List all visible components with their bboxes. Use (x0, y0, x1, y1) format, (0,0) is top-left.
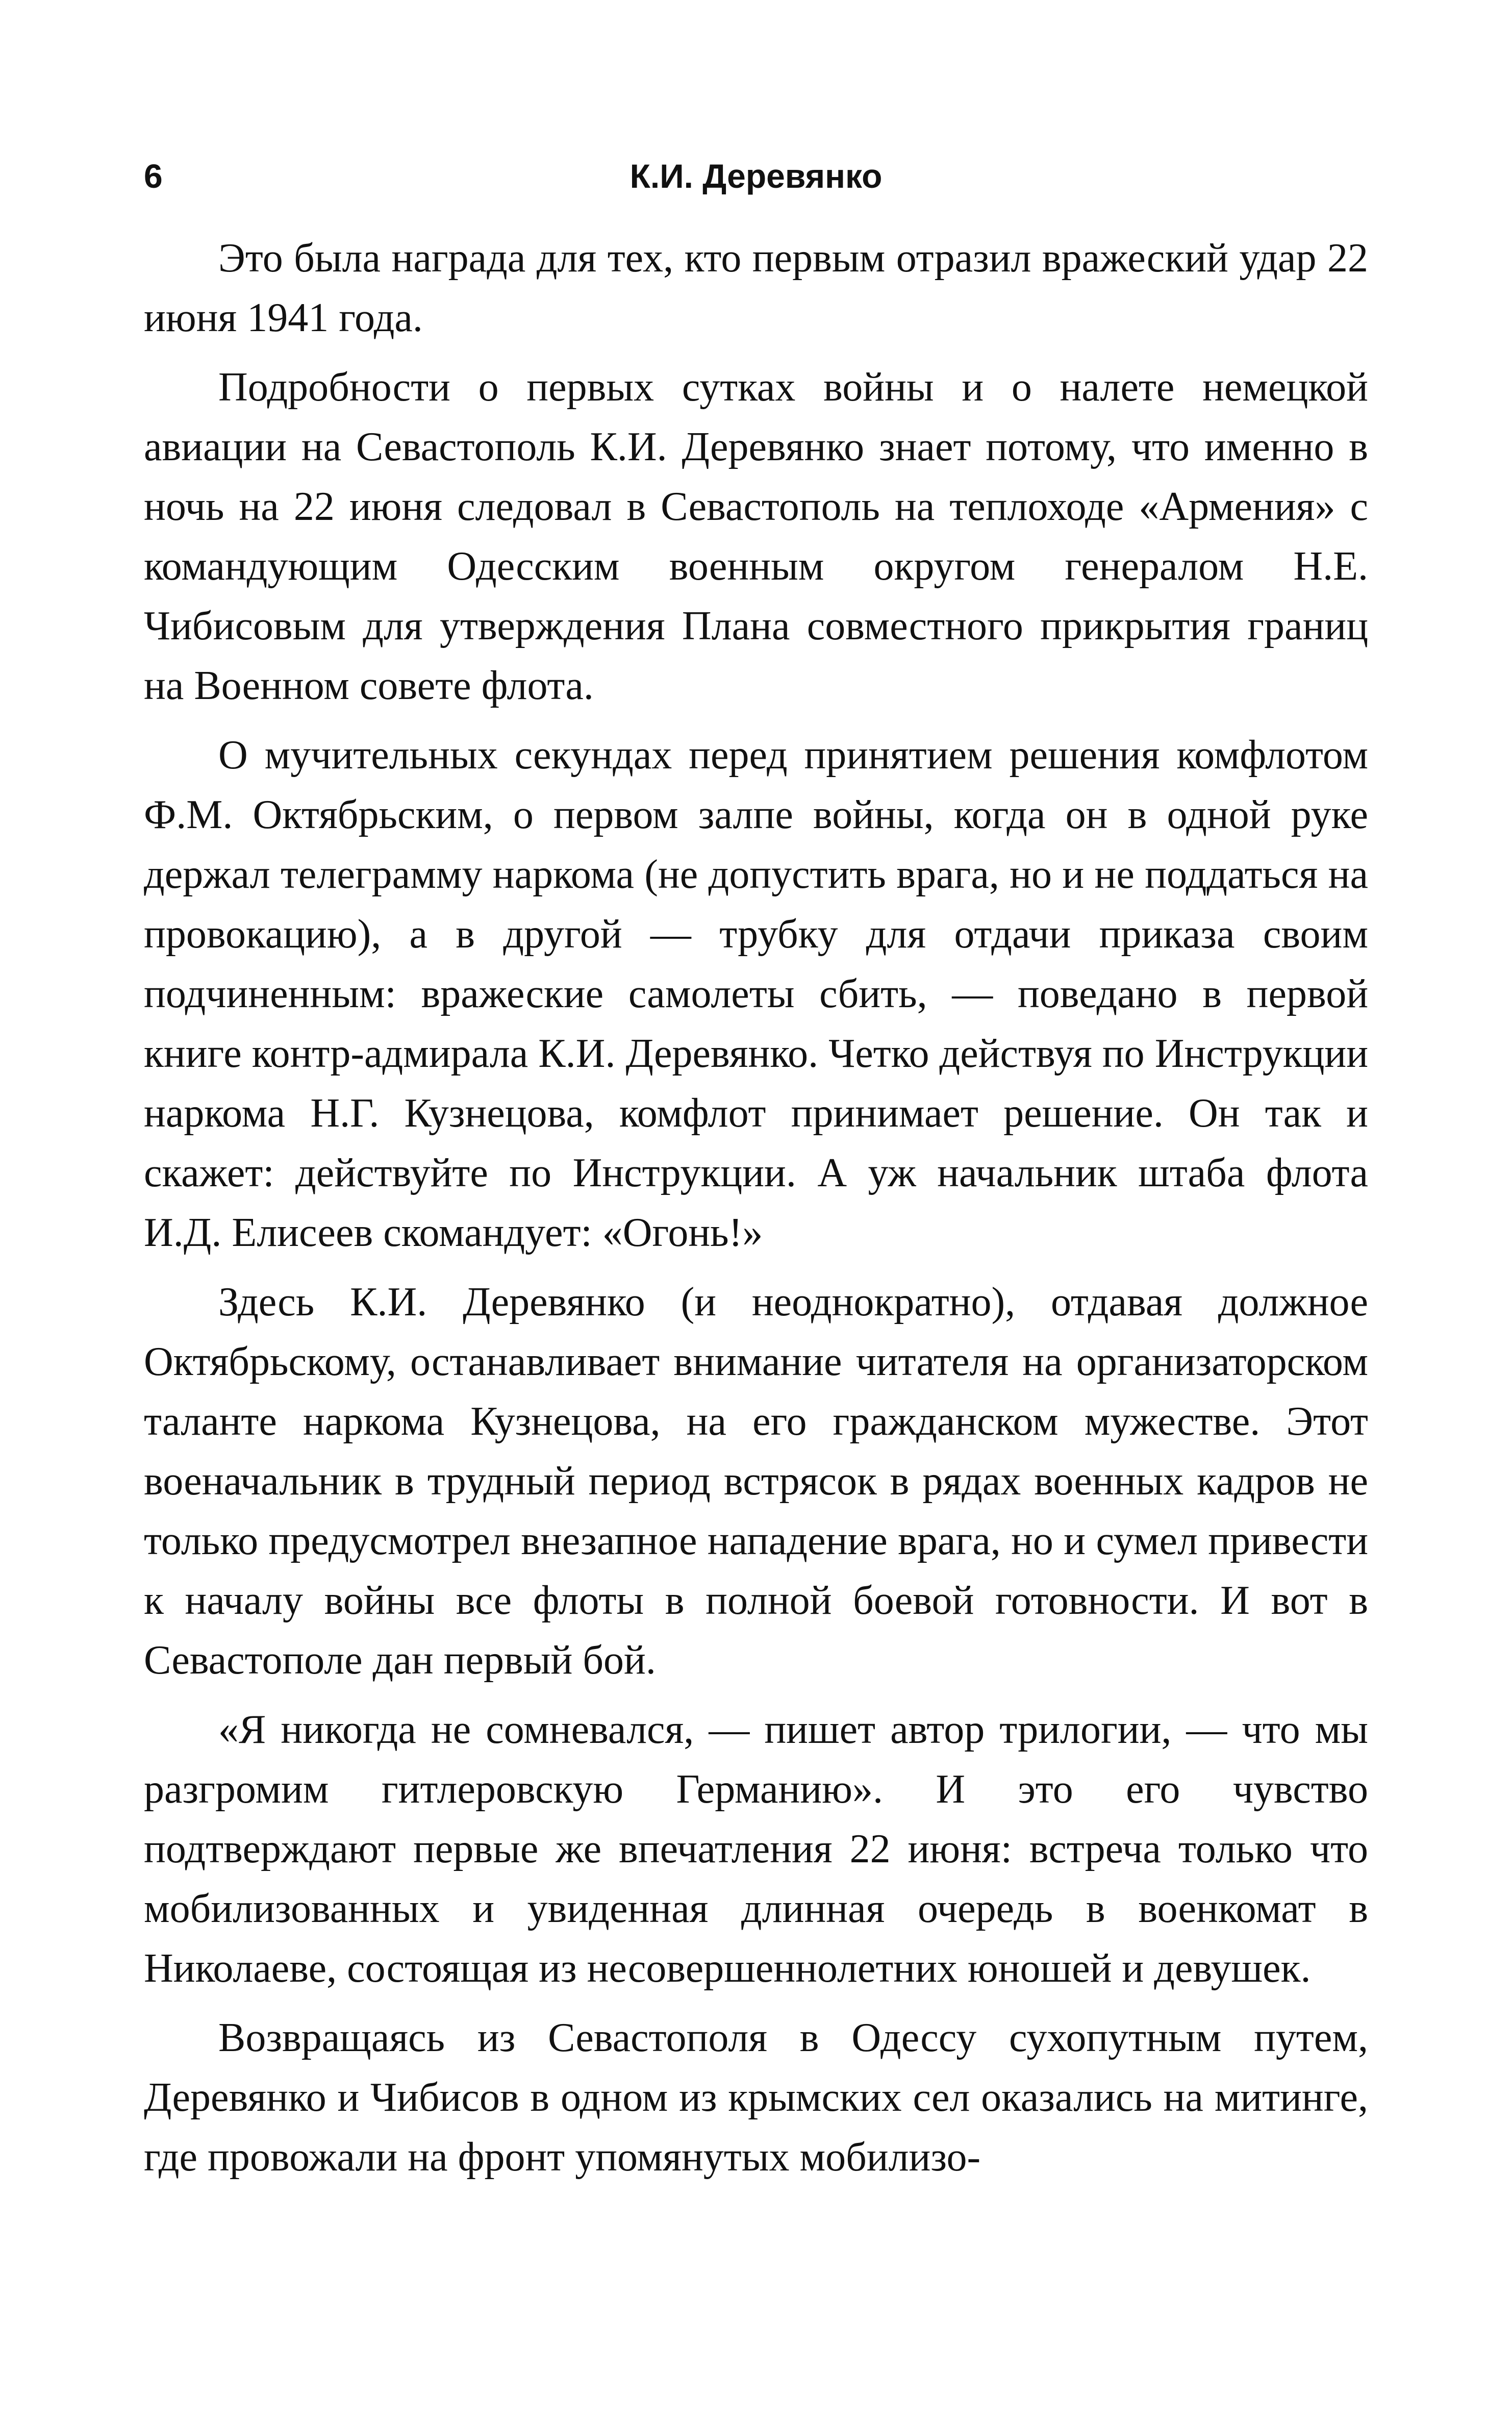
paragraph: Подробности о первых сутках войны и о налете немецкой авиации на Севастополь К.И. Деревянко знает потому, что именно в ночь на 22 июня следовал в Севастополь на теплоходе «Армения» с командующим Одесским военным округом генералом Н.Е. Чибисовым для утверждения Плана совместного прикрытия границ на Военном совете флота. (144, 365, 1368, 708)
paragraph: О мучительных секундах перед принятием решения комфлотом Ф.М. Октябрьским, о первом залпе войны, когда он в одной руке держал телеграмму наркома (не допустить врага, но и не поддаться на провокацию), а в другой — трубку для отдачи приказа своим подчиненным: вражеские самолеты сбить, — поведано в первой книге контр-адмирала К.И. Деревянко. Четко действуя по Инструкции наркома Н.Г. Кузнецова, комфлот принимает решение. Он так и скажет: действуйте по Инструкции. А уж начальник штаба флота И.Д. Елисеев скомандует: «Огонь!» (144, 733, 1368, 1255)
paragraph: Здесь К.И. Деревянко (и неоднократно), отдавая должное Октябрьскому, останавливает внимание читателя на организаторском таланте наркома Кузнецова, на его гражданском мужестве. Этот военачальник в трудный период встрясок в рядах военных кадров не только предусмотрел внезапное нападение врага, но и сумел привести к началу войны все флоты в полной боевой готовности. И вот в Севастополе дан первый бой. (144, 1280, 1368, 1683)
paragraph: Это была награда для тех, кто первым отразил вражеский удар 22 июня 1941 года. (144, 236, 1368, 340)
page-header (144, 153, 1368, 199)
page-number: 6 (144, 157, 163, 195)
body-text (144, 229, 1368, 2197)
paragraph: Возвращаясь из Севастополя в Одессу сухопутным путем, Деревянко и Чибисов в одном из крымских сел оказались на митинге, где провожали на фронт упомянутых мобилизо- (144, 2015, 1368, 2180)
running-head: К.И. Деревянко (629, 157, 883, 195)
paragraph: «Я никогда не сомневался, — пишет автор трилогии, — что мы разгромим гитлеровскую Германию». И это его чувство подтверждают первые же впечатления 22 июня: встреча только что мобилизованных и увиденная длинная очередь в военкомат в Николаеве, состоящая из несовершеннолетних юношей и девушек. (144, 1707, 1368, 1991)
